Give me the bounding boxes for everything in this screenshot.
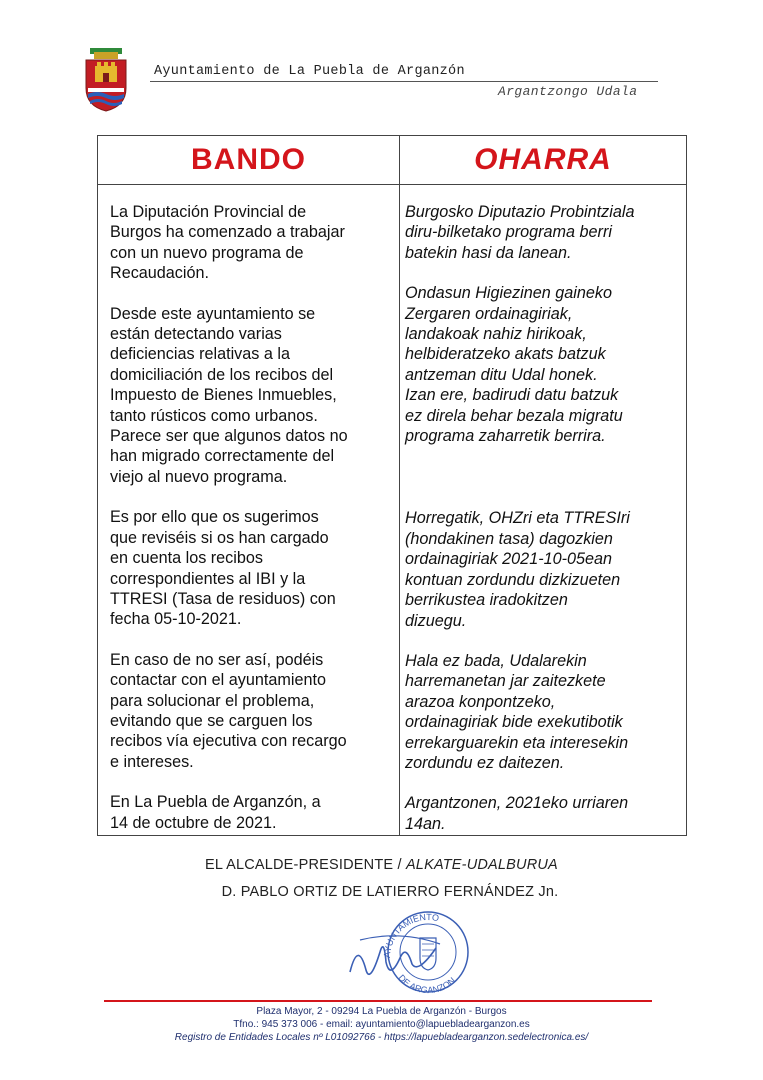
seal-text-top: AYUNTAMIENTO — [381, 911, 440, 959]
footer-contact: Tfno.: 945 373 006 - email: ayuntamiento@lapuebladearganzon.es — [233, 1019, 530, 1030]
heading-bando: BANDO — [191, 143, 306, 176]
paragraph: Burgosko Diputazio Probintziala diru-bilketako programa berri batekin hasi da lanean. — [405, 203, 635, 262]
signer-role — [0, 857, 763, 873]
seal-text-bottom: DE ARGANZON — [396, 972, 458, 996]
paragraph: En caso de no ser así, podéis contactar con el ayuntamiento para solucionar el problema, evitando que se carguen los recibos vía ejecutiva con recargo e intereses. — [110, 650, 347, 771]
spanish-column — [110, 202, 398, 853]
basque-column — [405, 202, 685, 854]
signer-role-basque: ALKATE-UDALBURUA — [405, 857, 558, 873]
coat-of-arms-logo — [82, 48, 130, 112]
paragraph: Argantzonen, 2021eko urriaren 14an. — [405, 794, 629, 833]
signer-name: D. PABLO ORTIZ DE LATIERRO FERNÁNDEZ Jn. — [221, 884, 559, 900]
footer-address: Plaza Mayor, 2 - 09294 La Puebla de Arganzón - Burgos — [256, 1006, 507, 1017]
paragraph: La Diputación Provincial de Burgos ha comenzado a trabajar con un nuevo programa de Recaudación. — [110, 203, 345, 283]
svg-text:AYUNTAMIENTO — [382, 912, 440, 958]
footer-registry: Registro de Entidades Locales nº L01092766 - https://lapuebladearganzon.sedelectronica.es/ — [174, 1032, 589, 1043]
bilingual-notice-table — [97, 135, 687, 836]
header-divider — [150, 81, 658, 82]
paragraph: Horregatik, OHZri eta TTRESIri (hondakinen tasa) dagozkien ordainagiriak 2021-10-05ean kontuan zordundu dizkizueten berrikustea iradokitzen dizuegu. — [405, 509, 630, 630]
heading-divider — [98, 184, 686, 185]
signer-role-spanish: EL ALCALDE-PRESIDENTE / — [205, 857, 406, 873]
footer-divider — [104, 1000, 652, 1002]
column-divider — [399, 136, 400, 835]
municipality-title: Ayuntamiento de La Puebla de Arganzón — [154, 64, 465, 79]
paragraph: Hala ez bada, Udalarekin harremanetan jar zaitezkete arazoa konpontzeko, ordainagiriak bide exekutibotik errekarguarekin eta interesekin zordundu ez daitezen. — [405, 651, 629, 772]
paragraph: En La Puebla de Arganzón, a 14 de octubre de 2021. — [110, 793, 321, 832]
paragraph: Ondasun Higiezinen gaineko Zergaren ordainagiriak, landakoak nahiz hirikoak, helbideratzeko akats batzuk antzeman ditu Udal honek. Izan ere, badirudi datu batzuk ez direla behar bezala migratu programa zaharretik berrira. — [405, 284, 623, 446]
heading-oharra: OHARRA — [474, 143, 612, 176]
paragraph: Desde este ayuntamiento se están detectando varias deficiencias relativas a la domiciliación de los recibos del Impuesto de Bienes Inmuebles, tanto rústicos como urbanos. Parece ser que algunos datos no han migrado correctamente del viejo al nuevo programa. — [110, 304, 348, 486]
svg-text:DE ARGANZON — [396, 973, 457, 995]
official-seal-and-signature — [340, 900, 500, 1000]
municipality-subtitle-basque: Argantzongo Udala — [498, 84, 638, 99]
paragraph: Es por ello que os sugerimos que reviséis si os han cargado en cuenta los recibos correspondientes al IBI y la TTRESI (Tasa de residuos) con fecha 05-10-2021. — [110, 508, 336, 629]
